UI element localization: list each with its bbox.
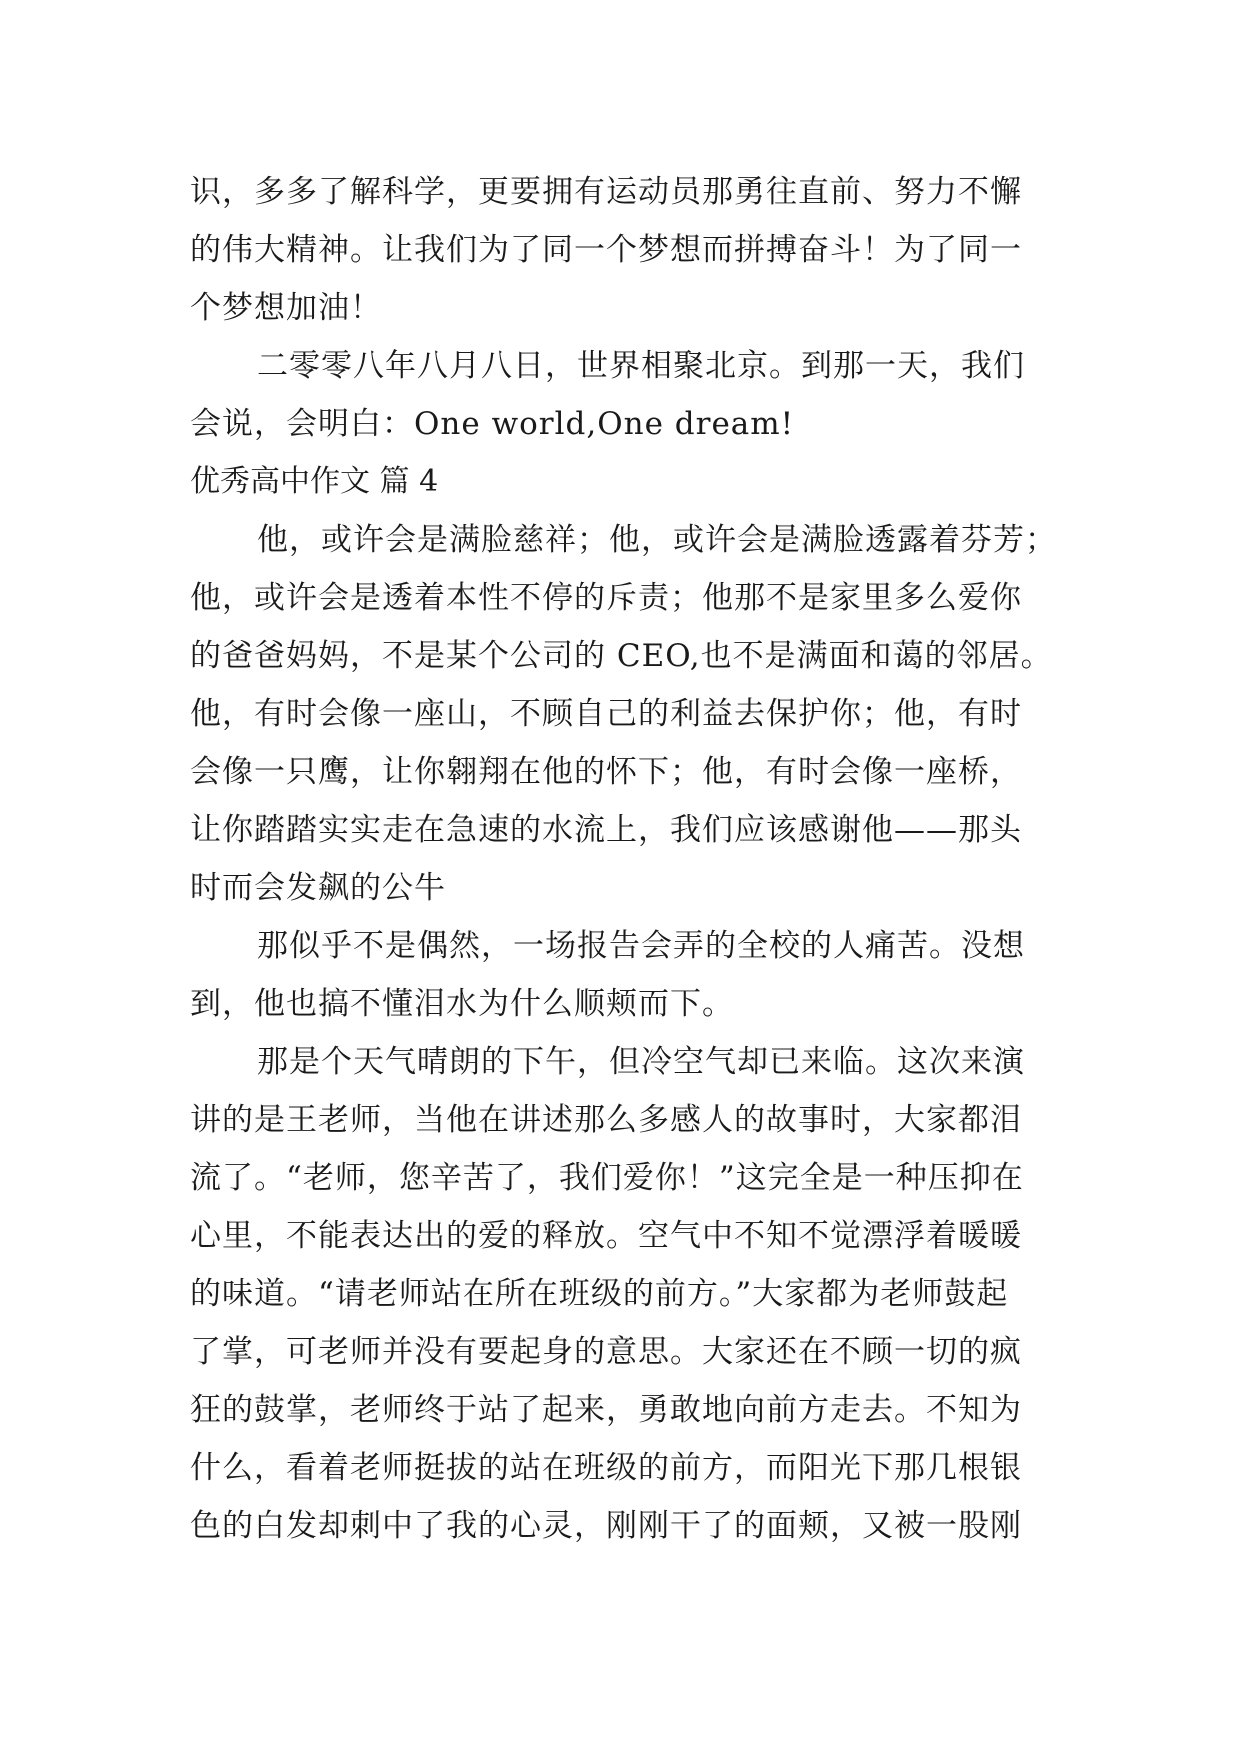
section-heading: 优秀高中作文 篇 4 <box>190 464 439 499</box>
text-line: 狂的鼓掌，老师终于站了起来，勇敢地向前方走去。不知为 <box>190 1392 1022 1428</box>
essay-body <box>190 163 1070 1555</box>
paragraph-first-line: 那是个天气晴朗的下午，但冷空气却已来临。这次来演 <box>257 1044 1025 1080</box>
text-line: 让你踏踏实实走在急速的水流上，我们应该感谢他——那头 <box>190 812 1022 848</box>
text-line: 个梦想加油！ <box>190 290 382 326</box>
text-line: 的伟大精神。让我们为了同一个梦想而拼搏奋斗！为了同一 <box>190 232 1022 268</box>
paragraph-first-line: 二零零八年八月八日，世界相聚北京。到那一天，我们 <box>257 348 1025 384</box>
text-line: 他，或许会是透着本性不停的斥责；他那不是家里多么爱你 <box>190 580 1022 616</box>
text-line: 识，多多了解科学，更要拥有运动员那勇往直前、努力不懈 <box>190 174 1022 210</box>
text-line: 心里，不能表达出的爱的释放。空气中不知不觉漂浮着暖暖 <box>190 1218 1022 1254</box>
text-line: 到，他也搞不懂泪水为什么顺颊而下。 <box>190 986 734 1022</box>
text-line: 色的白发却刺中了我的心灵，刚刚干了的面颊，又被一股刚 <box>190 1508 1022 1544</box>
text-line: 的爸爸妈妈，不是某个公司的 CEO,也不是满面和蔼的邻居。 <box>190 638 1053 674</box>
text-line: 什么，看着老师挺拔的站在班级的前方，而阳光下那几根银 <box>190 1450 1022 1486</box>
paragraph-first-line: 他，或许会是满脸慈祥；他，或许会是满脸透露着芬芳； <box>257 522 1057 558</box>
text-line: 讲的是王老师，当他在讲述那么多感人的故事时，大家都泪 <box>190 1102 1022 1138</box>
text-line: 的味道。“请老师站在所在班级的前方。”大家都为老师鼓起 <box>190 1276 1009 1312</box>
text-line: 了掌，可老师并没有要起身的意思。大家还在不顾一切的疯 <box>190 1334 1022 1370</box>
text-line: 会像一只鹰，让你翱翔在他的怀下；他，有时会像一座桥， <box>190 754 1022 790</box>
text-line: 流了。“老师，您辛苦了，我们爱你！”这完全是一种压抑在 <box>190 1160 1024 1196</box>
text-line: 会说，会明白：One world,One dream! <box>190 406 795 442</box>
paragraph-first-line: 那似乎不是偶然，一场报告会弄的全校的人痛苦。没想 <box>257 928 1025 964</box>
text-line: 他，有时会像一座山，不顾自己的利益去保护你；他，有时 <box>190 696 1022 732</box>
text-line: 时而会发飙的公牛 <box>190 870 446 906</box>
